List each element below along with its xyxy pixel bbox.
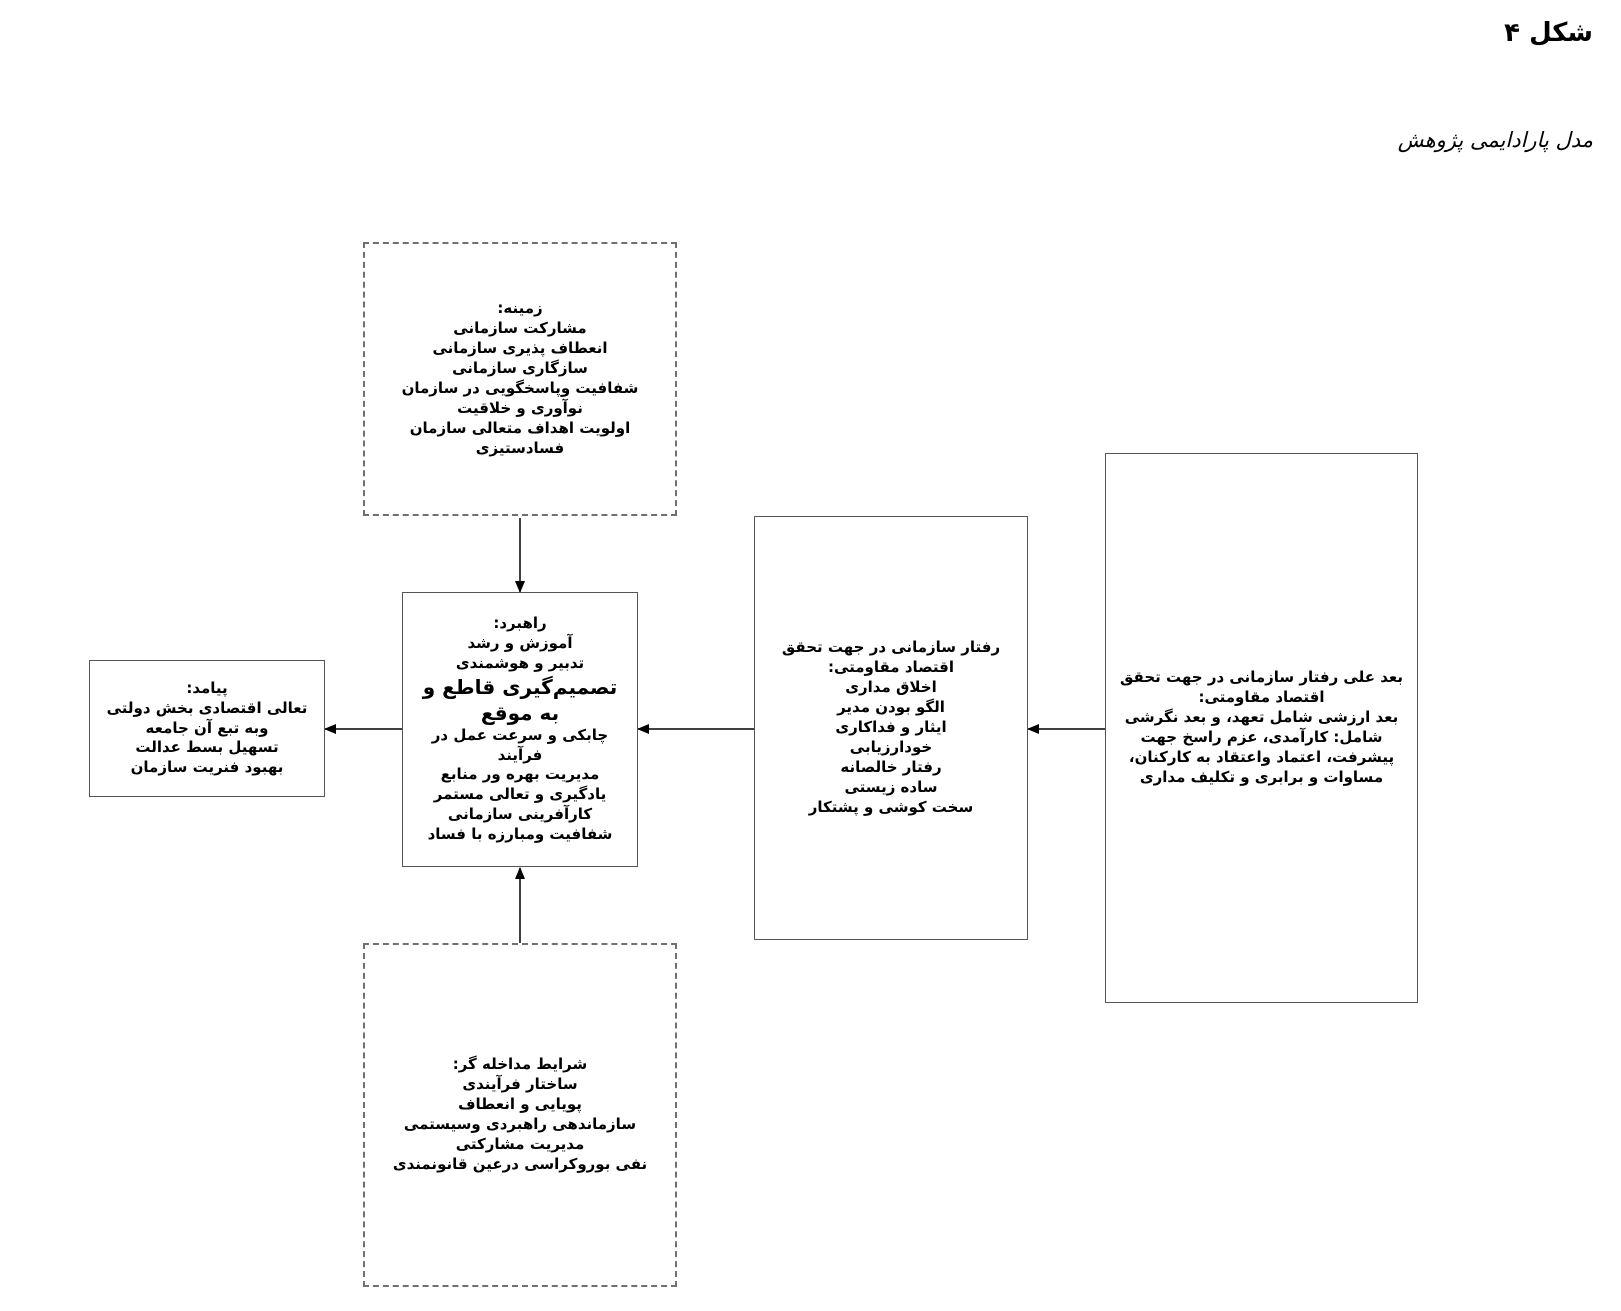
- strategy-item: تصمیم‌گیری قاطع و به موقع: [422, 674, 618, 725]
- strategy-item: آموزش و رشد: [467, 633, 573, 652]
- context-item: سازگاری سازمانی: [452, 359, 588, 378]
- strategy-item: کارآفرینی سازمانی: [447, 805, 593, 824]
- causal-title: بعد علی رفتار سازمانی در جهت تحقق اقتصاد مقاومتی:: [1120, 668, 1403, 707]
- central-title: رفتار سازمانی در جهت تحقق اقتصاد مقاومتی:: [781, 638, 1001, 677]
- context-item: انعطاف پذیری سازمانی: [432, 339, 608, 358]
- strategy-item: شفافیت ومبارزه با فساد: [427, 825, 613, 844]
- figure-number: شکل ۴: [1504, 18, 1593, 48]
- causal-item: بعد ارزشی شامل تعهد، و بعد نگرشی شامل: کارآمدی، عزم راسخ جهت پیشرفت، اعتماد واعتقاد به کارکنان، مساوات و برابری و تکلیف مداری: [1124, 708, 1399, 786]
- outcome-item: بهبود فنریت سازمان: [130, 758, 284, 777]
- intervening-item: سازماندهی راهبردی وسیستمی: [403, 1115, 637, 1133]
- outcome-content: [90, 675, 324, 783]
- intervening-item: پویایی و انعطاف: [458, 1095, 582, 1114]
- strategy-item: چابکی و سرعت عمل در فرآیند: [431, 725, 609, 764]
- intervening-item: ساختار فرآیندی: [462, 1075, 578, 1094]
- strategy-item: مدیریت بهره ور منابع: [440, 765, 600, 784]
- outcome-item: تعالی اقتصادی بخش دولتی وبه تبع آن جامعه: [106, 698, 308, 737]
- intervening-conditions-box: [363, 943, 677, 1287]
- context-item: اولویت اهداف متعالی سازمان: [409, 418, 631, 437]
- causal-conditions-box: [1105, 453, 1418, 1003]
- strategy-box: [402, 592, 638, 867]
- context-content: [394, 295, 647, 463]
- intervening-conditions-content: [385, 1051, 655, 1179]
- central-phenomenon-box: [754, 516, 1028, 940]
- central-item: اخلاق مداری: [845, 678, 937, 697]
- context-item: نوآوری و خلاقیت: [457, 398, 583, 417]
- intervening-item: نفی بوروکراسی درعین قانونمندی: [392, 1154, 648, 1173]
- central-item: خودارزیابی: [849, 737, 933, 756]
- figure-caption: مدل پارادایمی پژوهش: [1397, 128, 1593, 152]
- strategy-content: [403, 610, 637, 849]
- central-item: ایثار و فداکاری: [835, 718, 947, 737]
- strategy-item: یادگیری و تعالی مستمر: [433, 785, 607, 804]
- strategy-title: راهبرد:: [493, 613, 547, 632]
- intervening-title: شرایط مداخله گر:: [452, 1055, 588, 1074]
- context-title: زمینه:: [497, 299, 543, 318]
- context-item: شفافیت وپاسخگویی در سازمان: [401, 379, 639, 397]
- causal-conditions-content: [1106, 664, 1417, 792]
- outcome-box: [89, 660, 325, 797]
- context-box: [363, 242, 677, 516]
- central-item: ساده زیستی: [844, 777, 938, 796]
- context-item: مشارکت سازمانی: [453, 319, 587, 338]
- central-item: سخت کوشی و پشتکار: [808, 797, 974, 816]
- central-phenomenon-content: [755, 634, 1027, 821]
- central-item: رفتار خالصانه: [840, 757, 942, 776]
- outcome-title: پیامد:: [186, 678, 228, 697]
- outcome-item: تسهیل بسط عدالت: [135, 738, 279, 757]
- intervening-item: مدیریت مشارکتی: [455, 1134, 585, 1153]
- context-item: فسادستیزی: [475, 438, 565, 457]
- strategy-item: تدبیر و هوشمندی: [455, 653, 585, 672]
- central-item: الگو بودن مدیر: [837, 698, 945, 717]
